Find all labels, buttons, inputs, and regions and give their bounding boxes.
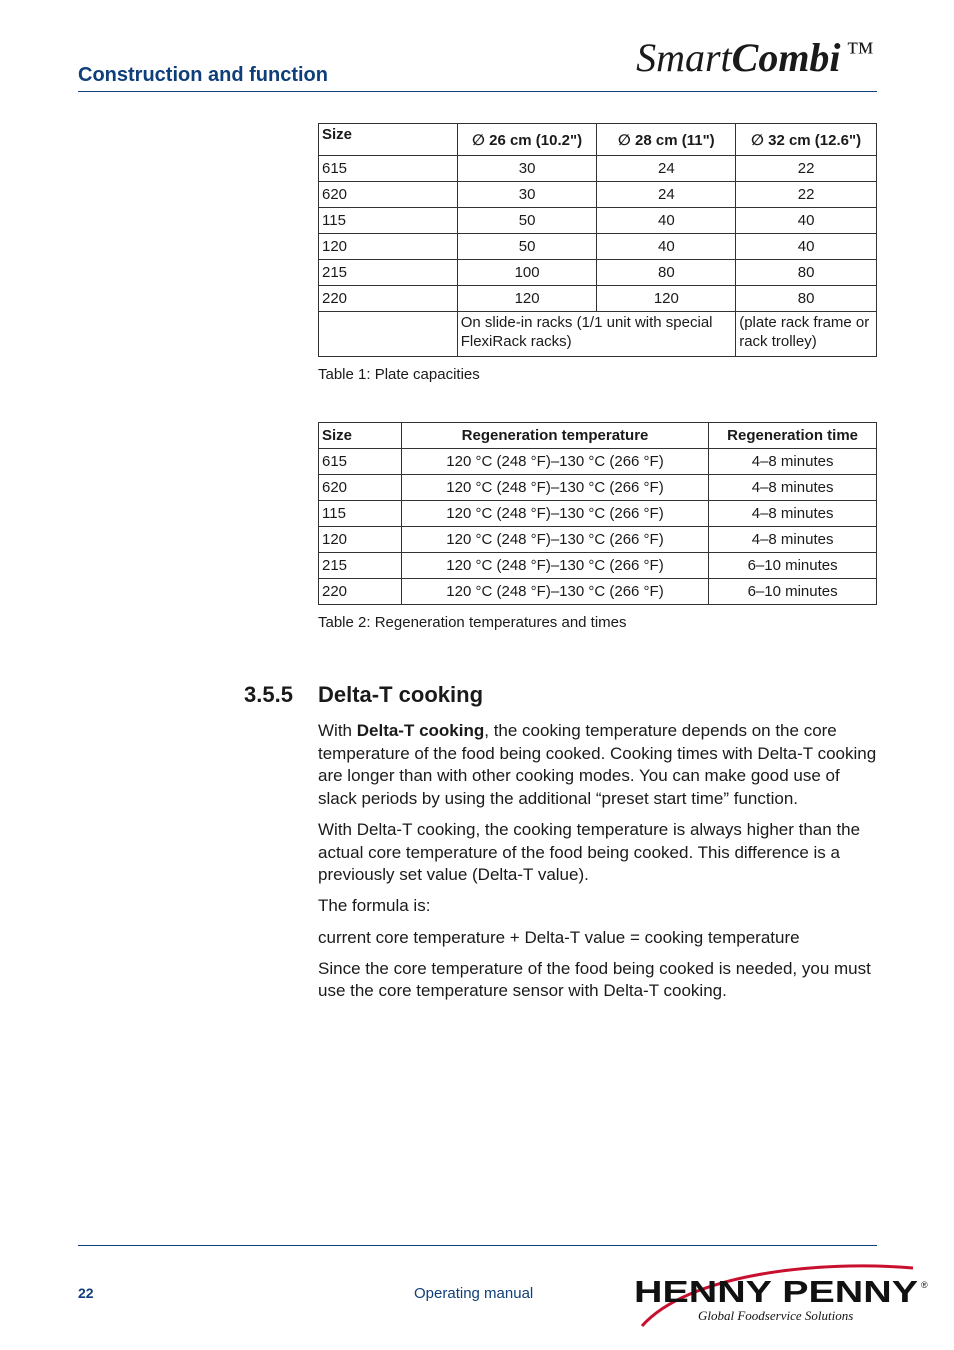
- cell-size: 115: [319, 501, 402, 527]
- paragraph-text: , the cooking temperature depends on the core temperature of the food being cooked. Cooking times with Delta-T cooking are longer than with other cooking modes. You can make good use of slack periods by using the additional “preset start time” function.: [318, 721, 877, 808]
- plate-capacities-table: [318, 123, 877, 357]
- cell-28cm: 24: [597, 156, 736, 182]
- brand-trademark: ™: [846, 37, 874, 68]
- header-26cm: ∅ 26 cm (10.2"): [457, 124, 597, 156]
- subsection-number: 3.5.5: [244, 682, 293, 707]
- cell-time: 6–10 minutes: [709, 553, 877, 579]
- paragraph-formula-intro: The formula is:: [318, 896, 431, 916]
- cell-26cm: 30: [457, 182, 597, 208]
- header-regeneration-temperature: Regeneration temperature: [401, 423, 708, 449]
- cell-time: 4–8 minutes: [709, 475, 877, 501]
- cell-time: 4–8 minutes: [709, 527, 877, 553]
- table-row: [319, 234, 877, 260]
- header-32cm: ∅ 32 cm (12.6"): [736, 124, 877, 156]
- cell-temperature: 120 °C (248 °F)–130 °C (266 °F): [401, 527, 708, 553]
- cell-32cm: 22: [736, 182, 877, 208]
- cell-26cm: 50: [457, 234, 597, 260]
- henny-penny-logo: [628, 1254, 930, 1334]
- cell-temperature: 120 °C (248 °F)–130 °C (266 °F): [401, 579, 708, 605]
- paragraph-sensor: Since the core temperature of the food being cooked is needed, you must use the core temperature sensor with Delta-T cooking.: [318, 958, 871, 1001]
- table-row: [319, 579, 877, 605]
- table-row: [319, 156, 877, 182]
- cell-size: 215: [319, 260, 458, 286]
- footer-text: Operating manual: [414, 1285, 534, 1302]
- cell-size: 120: [319, 234, 458, 260]
- bold-term: Delta-T cooking: [356, 721, 485, 740]
- table1-caption: Table 1: Plate capacities: [318, 366, 480, 383]
- table-header-row: [319, 423, 877, 449]
- table-row: [319, 527, 877, 553]
- table-row: [319, 553, 877, 579]
- header-28cm: ∅ 28 cm (11"): [597, 124, 736, 156]
- cell-size: 615: [319, 156, 458, 182]
- cell-28cm: 80: [597, 260, 736, 286]
- table-row: [319, 501, 877, 527]
- cell-28cm: 40: [597, 208, 736, 234]
- paragraph-formula: current core temperature + Delta-T value = cooking temperature: [318, 927, 800, 947]
- cell-size: 620: [319, 475, 402, 501]
- logo-wordmark: HENNY PENNY: [634, 1274, 919, 1309]
- table-row: [319, 260, 877, 286]
- cell-temperature: 120 °C (248 °F)–130 °C (266 °F): [401, 501, 708, 527]
- header-size: Size: [319, 124, 458, 156]
- logo-registered-mark: ®: [921, 1280, 928, 1290]
- paragraph-text: With: [318, 721, 357, 740]
- cell-empty: [319, 312, 458, 357]
- cell-temperature: 120 °C (248 °F)–130 °C (266 °F): [401, 475, 708, 501]
- page-number: 22: [78, 1285, 94, 1301]
- cell-size: 620: [319, 182, 458, 208]
- section-title: Construction and function: [78, 64, 328, 86]
- cell-temperature: 120 °C (248 °F)–130 °C (266 °F): [401, 553, 708, 579]
- brand-logo-smartcombi: [636, 34, 874, 81]
- note-slide-in-racks: On slide-in racks (1/1 unit with special FlexiRack racks): [457, 312, 736, 357]
- paragraph-difference: With Delta-T cooking, the cooking temperature is always higher than the actual core temperature of the food being cooked. This difference is a previously set value (Delta-T value).: [318, 819, 861, 885]
- cell-size: 220: [319, 579, 402, 605]
- header-size: Size: [319, 423, 402, 449]
- cell-32cm: 40: [736, 234, 877, 260]
- table-note-row: [319, 312, 877, 357]
- logo-tagline: Global Foodservice Solutions: [698, 1308, 854, 1323]
- brand-combi: Combi: [731, 35, 841, 80]
- table-row: [319, 286, 877, 312]
- paragraph-intro: [318, 720, 880, 810]
- cell-temperature: 120 °C (248 °F)–130 °C (266 °F): [401, 449, 708, 475]
- cell-32cm: 22: [736, 156, 877, 182]
- table-row: [319, 208, 877, 234]
- cell-size: 220: [319, 286, 458, 312]
- regeneration-table: [318, 422, 877, 605]
- cell-32cm: 80: [736, 260, 877, 286]
- cell-size: 120: [319, 527, 402, 553]
- cell-26cm: 100: [457, 260, 597, 286]
- note-plate-rack: (plate rack frame or rack trolley): [736, 312, 877, 357]
- table-row: [319, 182, 877, 208]
- table2-caption: Table 2: Regeneration temperatures and times: [318, 614, 627, 631]
- header-divider: [78, 91, 877, 92]
- cell-time: 4–8 minutes: [709, 501, 877, 527]
- cell-26cm: 30: [457, 156, 597, 182]
- cell-time: 4–8 minutes: [709, 449, 877, 475]
- cell-size: 115: [319, 208, 458, 234]
- header-regeneration-time: Regeneration time: [709, 423, 877, 449]
- body-text: [318, 720, 880, 1012]
- subsection-title: Delta-T cooking: [318, 682, 484, 707]
- table-row: [319, 475, 877, 501]
- cell-32cm: 80: [736, 286, 877, 312]
- table-header-row: [319, 124, 877, 156]
- table-row: [319, 449, 877, 475]
- brand-smart: Smart: [636, 35, 732, 80]
- footer-divider: [78, 1245, 877, 1246]
- cell-time: 6–10 minutes: [709, 579, 877, 605]
- cell-26cm: 120: [457, 286, 597, 312]
- cell-size: 615: [319, 449, 402, 475]
- cell-26cm: 50: [457, 208, 597, 234]
- cell-28cm: 120: [597, 286, 736, 312]
- cell-size: 215: [319, 553, 402, 579]
- cell-28cm: 40: [597, 234, 736, 260]
- cell-32cm: 40: [736, 208, 877, 234]
- cell-28cm: 24: [597, 182, 736, 208]
